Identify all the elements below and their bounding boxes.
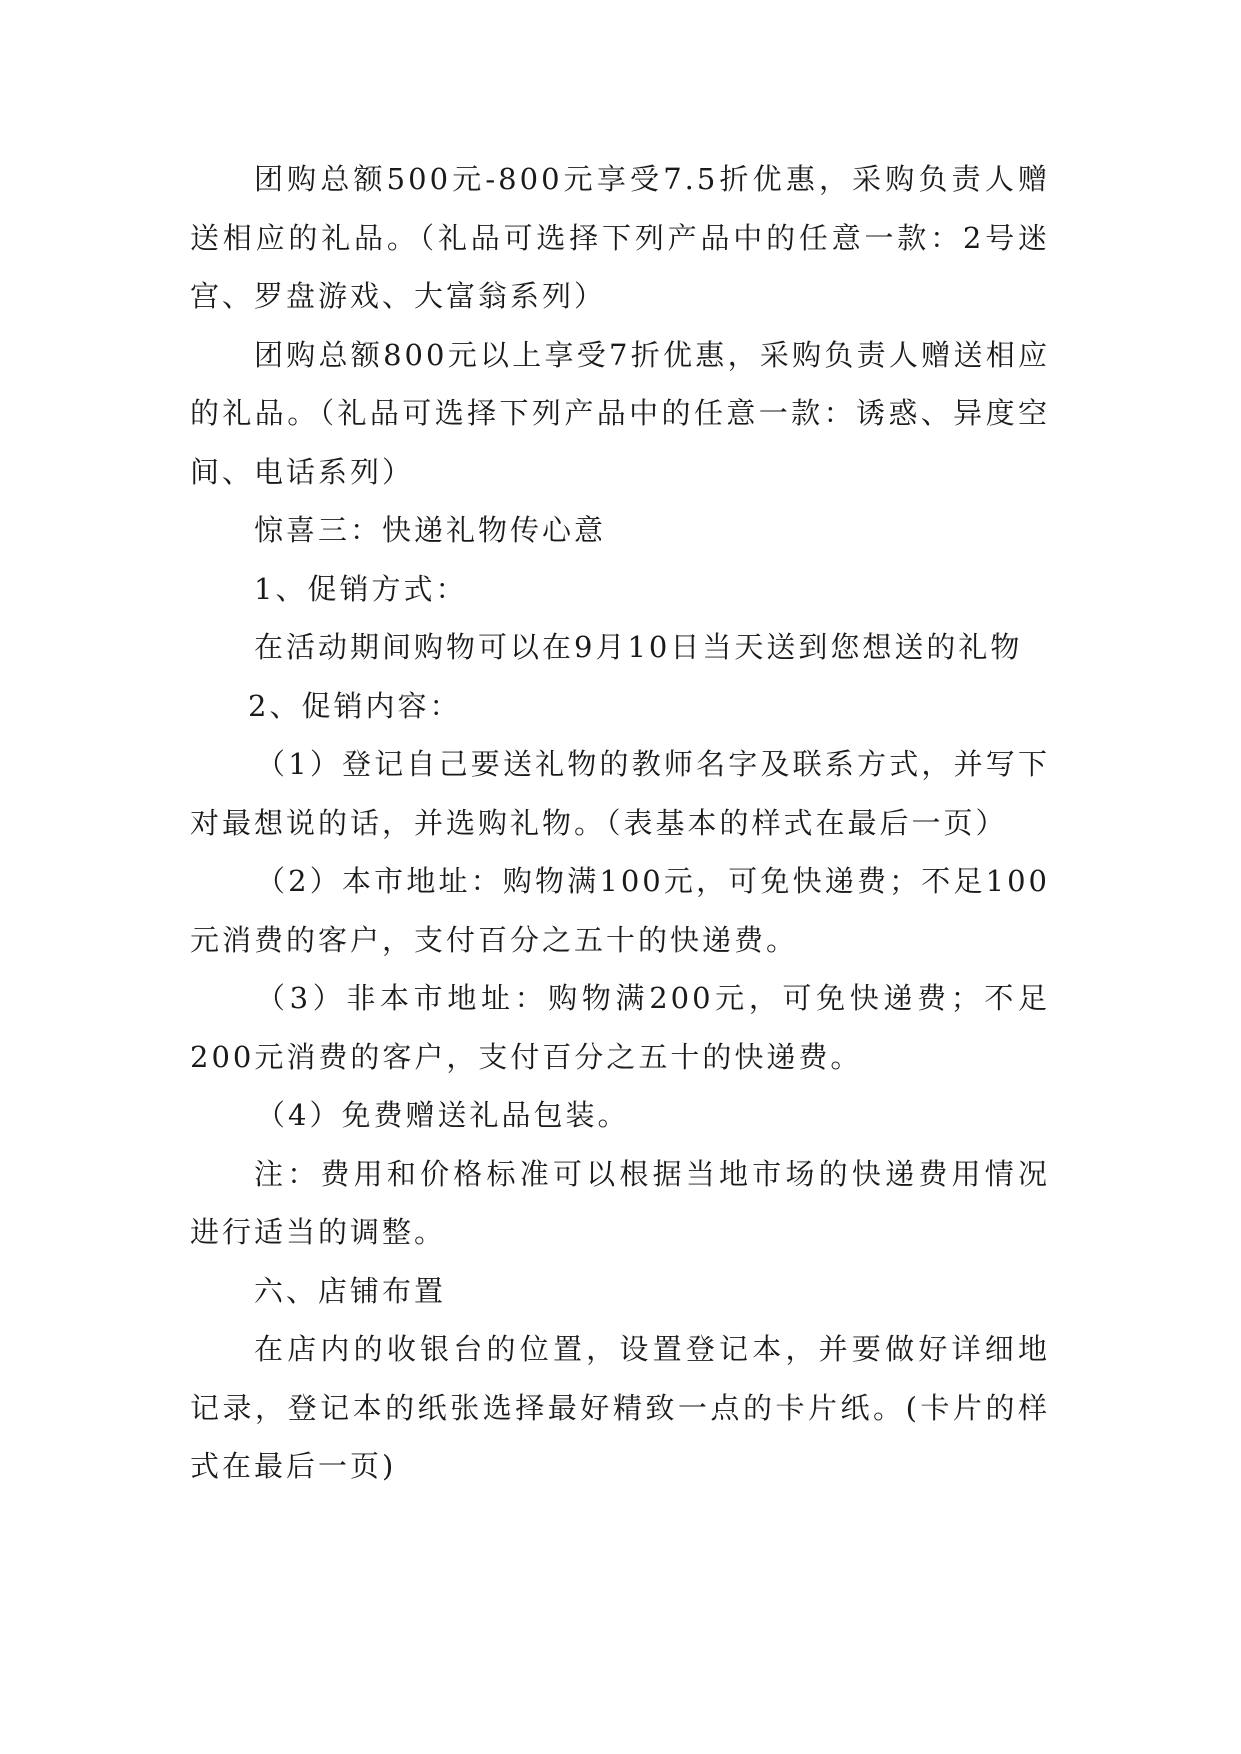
- document-body: [190, 150, 1050, 1496]
- heading-store-layout: 六、店铺布置: [254, 1273, 447, 1308]
- heading-promotion-content: 2、促销内容：: [248, 688, 462, 723]
- list-item-1: （1）登记自己要送礼物的教师名字及联系方式，并写下对最想说的话，并选购礼物。（表基本的样式在最后一页）: [190, 747, 1050, 840]
- paragraph-promotion-method: 在活动期间购物可以在9月10日当天送到您想送的礼物: [254, 630, 1023, 664]
- paragraph-group-buy-500-800: 团购总额500元-800元享受7.5折优惠，采购负责人赠送相应的礼品。（礼品可选择下列产品中的任意一款：2号迷宫、罗盘游戏、大富翁系列）: [190, 162, 1050, 313]
- list-item-2: （2）本市地址：购物满100元，可免快递费；不足100元消费的客户，支付百分之五十的快递费。: [190, 864, 1050, 957]
- list-item-4: （4）免费赠送礼品包装。: [256, 1098, 630, 1132]
- paragraph-group-buy-800-plus: 团购总额800元以上享受7折优惠，采购负责人赠送相应的礼品。（礼品可选择下列产品中的任意一款：诱惑、异度空间、电话系列）: [190, 337, 1050, 489]
- heading-promotion-method: 1、促销方式：: [254, 571, 468, 606]
- list-item-3: （3）非本市地址：购物满200元，可免快递费；不足200元消费的客户，支付百分之五十的快递费。: [190, 981, 1050, 1074]
- heading-surprise-three: 惊喜三：快递礼物传心意: [254, 513, 607, 547]
- paragraph-store-layout: 在店内的收银台的位置，设置登记本，并要做好详细地记录，登记本的纸张选择最好精致一点的卡片纸。(卡片的样式在最后一页): [190, 1332, 1050, 1483]
- note-paragraph: 注：费用和价格标准可以根据当地市场的快递费用情况进行适当的调整。: [190, 1156, 1050, 1249]
